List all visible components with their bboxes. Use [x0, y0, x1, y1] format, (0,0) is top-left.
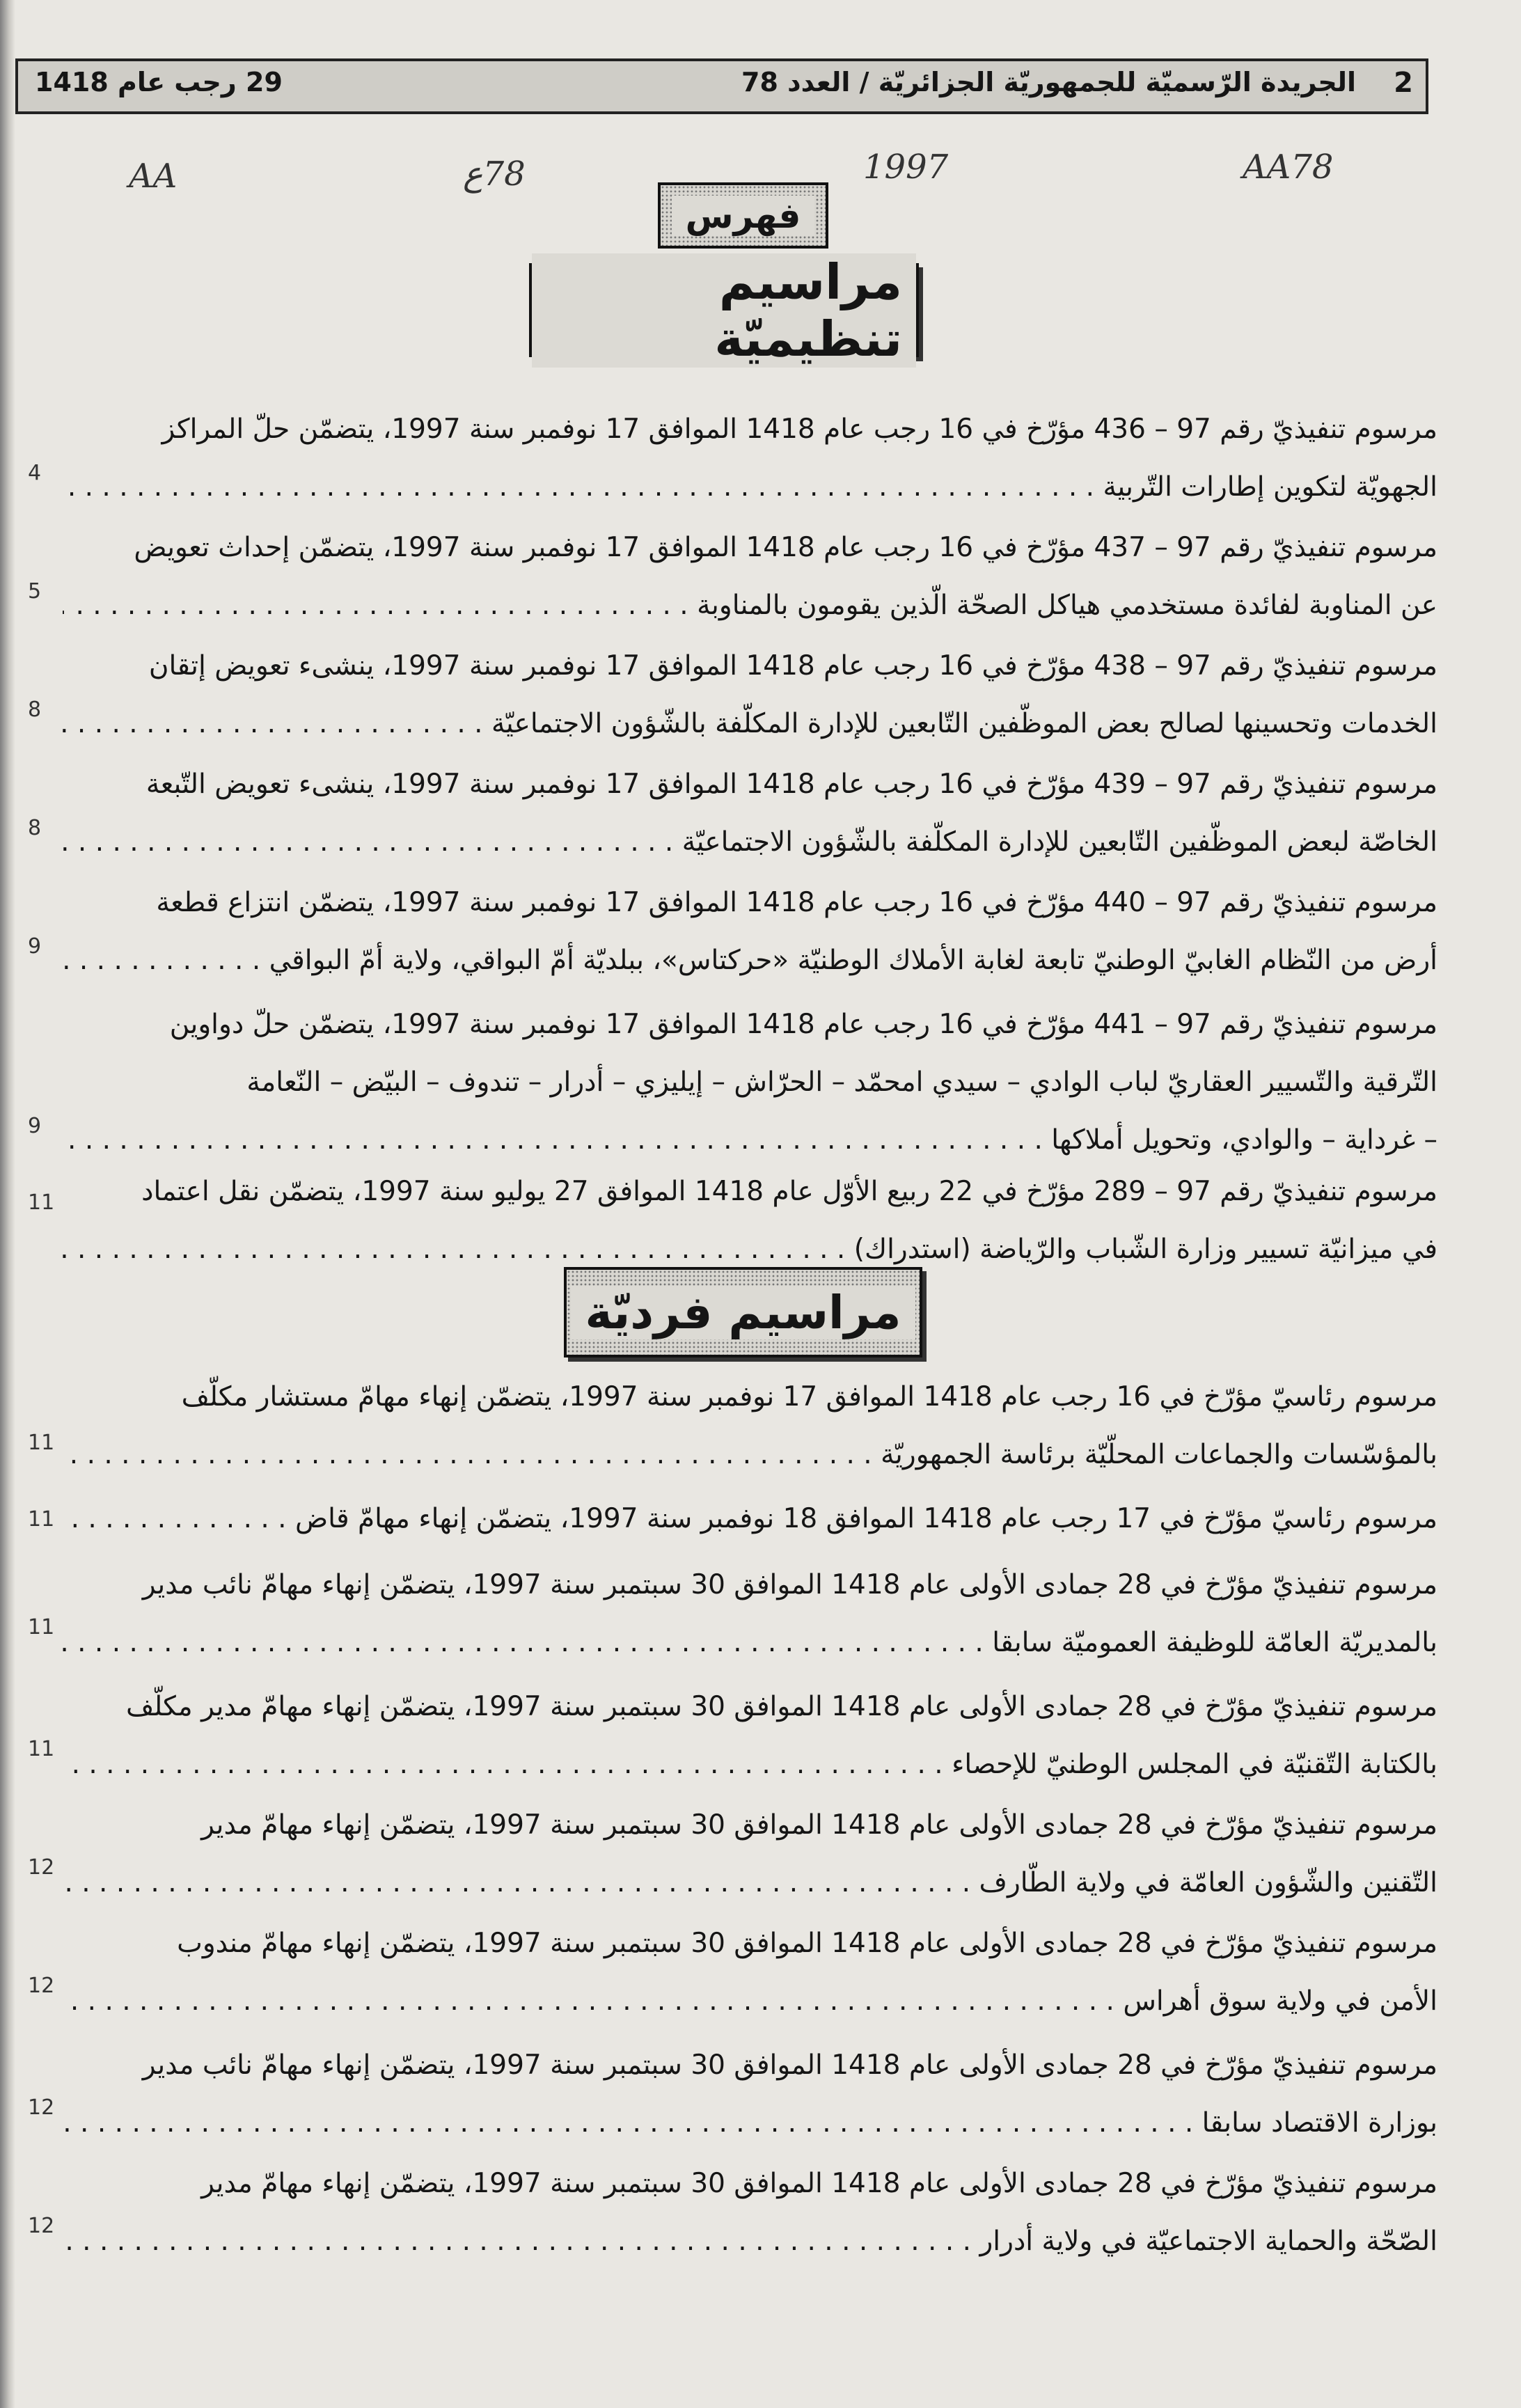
- toc-entry[interactable]: [63, 1914, 1437, 2030]
- toc-entry[interactable]: [63, 1796, 1437, 1912]
- entry-line: مرسوم رئاسيّ مؤرّخ في 16 رجب عام 1418 الموافق 17 نوفمبر سنة 1997، يتضمّن إنهاء مهامّ مستشار مكلّف: [181, 1381, 1437, 1412]
- entry-line: مرسوم تنفيذيّ مؤرّخ في 28 جمادى الأولى عام 1418 الموافق 30 سبتمبر سنة 1997، يتضمّن إنهاء مهامّ مدير مكلّف: [125, 1691, 1437, 1722]
- toc-entry[interactable]: [63, 755, 1437, 871]
- entry-line: مرسوم تنفيذيّ رقم 97 – 437 مؤرّخ في 16 رجب عام 1418 الموافق 17 نوفمبر سنة 1997، يتضمّن إحداث تعويض: [134, 532, 1437, 563]
- entry-line: أرض من النّظام الغابيّ الوطنيّ تابعة لغابة الأملاك الوطنيّة «حركتاس»، ببلديّة أمّ البواقي، ولاية أمّ البواقي . . .: [63, 931, 1437, 989]
- entry-line: مرسوم تنفيذيّ رقم 97 – 289 مؤرّخ في 22 ربيع الأوّل عام 1418 الموافق 27 يوليو سنة 1997، يتضمّن نقل اعتماد: [141, 1176, 1437, 1207]
- handwritten-note-4: AA78: [1243, 148, 1334, 187]
- handwritten-note-3: 1997: [863, 148, 949, 187]
- toc-entry[interactable]: [63, 2155, 1437, 2270]
- entry-line: الخاصّة لبعض الموظّفين التّابعين للإدارة المكلّفة بالشّؤون الاجتماعيّة . . .: [63, 813, 1437, 871]
- toc-entry[interactable]: [63, 519, 1437, 634]
- entry-line: التّرقية والتّسيير العقاريّ لباب الوادي – سيدي امحمّد – الحرّاش – إيليزي – أدرار – تندوف – البيّض – النّعامة: [246, 1067, 1437, 1098]
- toc-entry[interactable]: [63, 996, 1437, 1169]
- toc-entry[interactable]: [63, 400, 1437, 516]
- entry-line: مرسوم تنفيذيّ مؤرّخ في 28 جمادى الأولى عام 1418 الموافق 30 سبتمبر سنة 1997، يتضمّن إنهاء مهامّ مدير: [201, 1809, 1437, 1841]
- entry-line: التّقنين والشّؤون العامّة في ولاية الطّارف . . .: [63, 1854, 1437, 1912]
- entry-line: مرسوم رئاسيّ مؤرّخ في 17 رجب عام 1418 الموافق 18 نوفمبر سنة 1997، يتضمّن إنهاء مهامّ قاض . . .: [63, 1490, 1437, 1548]
- entry-line: الجهويّة لتكوين إطارات التّربية . . .: [63, 458, 1437, 516]
- page-ref: 11: [28, 1431, 55, 1455]
- page-ref: 5: [28, 579, 42, 604]
- handwritten-note-1: AA: [129, 157, 178, 196]
- entry-line: مرسوم تنفيذيّ مؤرّخ في 28 جمادى الأولى عام 1418 الموافق 30 سبتمبر سنة 1997، يتضمّن إنهاء مهامّ نائب مدير: [142, 1569, 1437, 1600]
- issue-date: 29 رجب عام 1418: [35, 67, 283, 97]
- entry-line: الصّحّة والحماية الاجتماعيّة في ولاية أدرار . . .: [63, 2212, 1437, 2270]
- toc-entry[interactable]: [63, 1490, 1437, 1548]
- entry-line: بالمؤسّسات والجماعات المحلّيّة برئاسة الجمهوريّة . . .: [63, 1426, 1437, 1484]
- gazette-title: الجريدة الرّسميّة للجمهوريّة الجزائريّة / العدد 78: [741, 67, 1356, 97]
- toc-entry[interactable]: [63, 1556, 1437, 1671]
- page-number: 2: [1394, 67, 1413, 99]
- page-ref: 8: [28, 698, 42, 722]
- entry-line: مرسوم تنفيذيّ رقم 97 – 438 مؤرّخ في 16 رجب عام 1418 الموافق 17 نوفمبر سنة 1997، ينشىء تعويض إتقان: [148, 650, 1437, 682]
- section-title-individual: مراسيم فرديّة: [564, 1267, 922, 1358]
- toc-entry[interactable]: [63, 2036, 1437, 2152]
- toc-entry[interactable]: [63, 874, 1437, 989]
- section-title-regulatory: مراسيم تنظيميّة: [529, 263, 919, 357]
- page-ref: 8: [28, 816, 42, 840]
- page-ref: 11: [28, 1507, 55, 1532]
- page-ref: 11: [28, 1190, 55, 1215]
- page-ref: 4: [28, 461, 42, 485]
- toc-entry[interactable]: [63, 1368, 1437, 1484]
- entry-line: مرسوم تنفيذيّ مؤرّخ في 28 جمادى الأولى عام 1418 الموافق 30 سبتمبر سنة 1997، يتضمّن إنهاء مهامّ مدير: [201, 2168, 1437, 2199]
- toc-label: فهرس: [658, 182, 828, 249]
- entry-line: في ميزانيّة تسيير وزارة الشّباب والرّياضة (استدراك) . . .: [63, 1220, 1437, 1278]
- page-ref: 11: [28, 1615, 55, 1639]
- entry-line: مرسوم تنفيذيّ مؤرّخ في 28 جمادى الأولى عام 1418 الموافق 30 سبتمبر سنة 1997، يتضمّن إنهاء مهامّ مندوب: [177, 1928, 1437, 1959]
- page-ref: 9: [28, 934, 42, 959]
- gazette-header: [15, 58, 1428, 114]
- page-ref: 12: [28, 1855, 55, 1880]
- entry-line: مرسوم تنفيذيّ رقم 97 – 441 مؤرّخ في 16 رجب عام 1418 الموافق 17 نوفمبر سنة 1997، يتضمّن حلّ دواوين: [169, 1009, 1437, 1040]
- handwritten-note-2: 78ع: [463, 155, 526, 194]
- entry-line: بالكتابة التّقنيّة في المجلس الوطنيّ للإحصاء . . .: [63, 1736, 1437, 1793]
- page-edge-shadow: [0, 0, 15, 2408]
- entry-line: الأمن في ولاية سوق أهراس . . .: [63, 1972, 1437, 2030]
- page-ref: 9: [28, 1114, 42, 1138]
- entry-line: عن المناوبة لفائدة مستخدمي هياكل الصحّة الّذين يقومون بالمناوبة . . .: [63, 576, 1437, 634]
- entry-line: مرسوم تنفيذيّ رقم 97 – 439 مؤرّخ في 16 رجب عام 1418 الموافق 17 نوفمبر سنة 1997، ينشىء تعويض التّبعة: [145, 769, 1437, 800]
- page-ref: 12: [28, 1974, 55, 1998]
- entry-line: مرسوم تنفيذيّ رقم 97 – 436 مؤرّخ في 16 رجب عام 1418 الموافق 17 نوفمبر سنة 1997، يتضمّن حلّ المراكز: [161, 414, 1437, 445]
- toc-entry[interactable]: [63, 1678, 1437, 1793]
- toc-entry[interactable]: [63, 1163, 1437, 1278]
- page-ref: 12: [28, 2095, 55, 2120]
- page-ref: 12: [28, 2214, 55, 2238]
- entry-line: بالمديريّة العامّة للوظيفة العموميّة سابقا . . .: [63, 1614, 1437, 1671]
- toc-entry[interactable]: [63, 637, 1437, 753]
- entry-line: بوزارة الاقتصاد سابقا . . .: [63, 2094, 1437, 2152]
- entry-line: الخدمات وتحسينها لصالح بعض الموظّفين التّابعين للإدارة المكلّفة بالشّؤون الاجتماعيّة . . .: [63, 695, 1437, 753]
- page-ref: 11: [28, 1737, 55, 1761]
- entry-line: – غرداية – والوادي، وتحويل أملاكها . . .: [63, 1111, 1437, 1169]
- entry-line: مرسوم تنفيذيّ مؤرّخ في 28 جمادى الأولى عام 1418 الموافق 30 سبتمبر سنة 1997، يتضمّن إنهاء مهامّ نائب مدير: [142, 2049, 1437, 2081]
- entry-line: مرسوم تنفيذيّ رقم 97 – 440 مؤرّخ في 16 رجب عام 1418 الموافق 17 نوفمبر سنة 1997، يتضمّن انتزاع قطعة: [156, 887, 1437, 918]
